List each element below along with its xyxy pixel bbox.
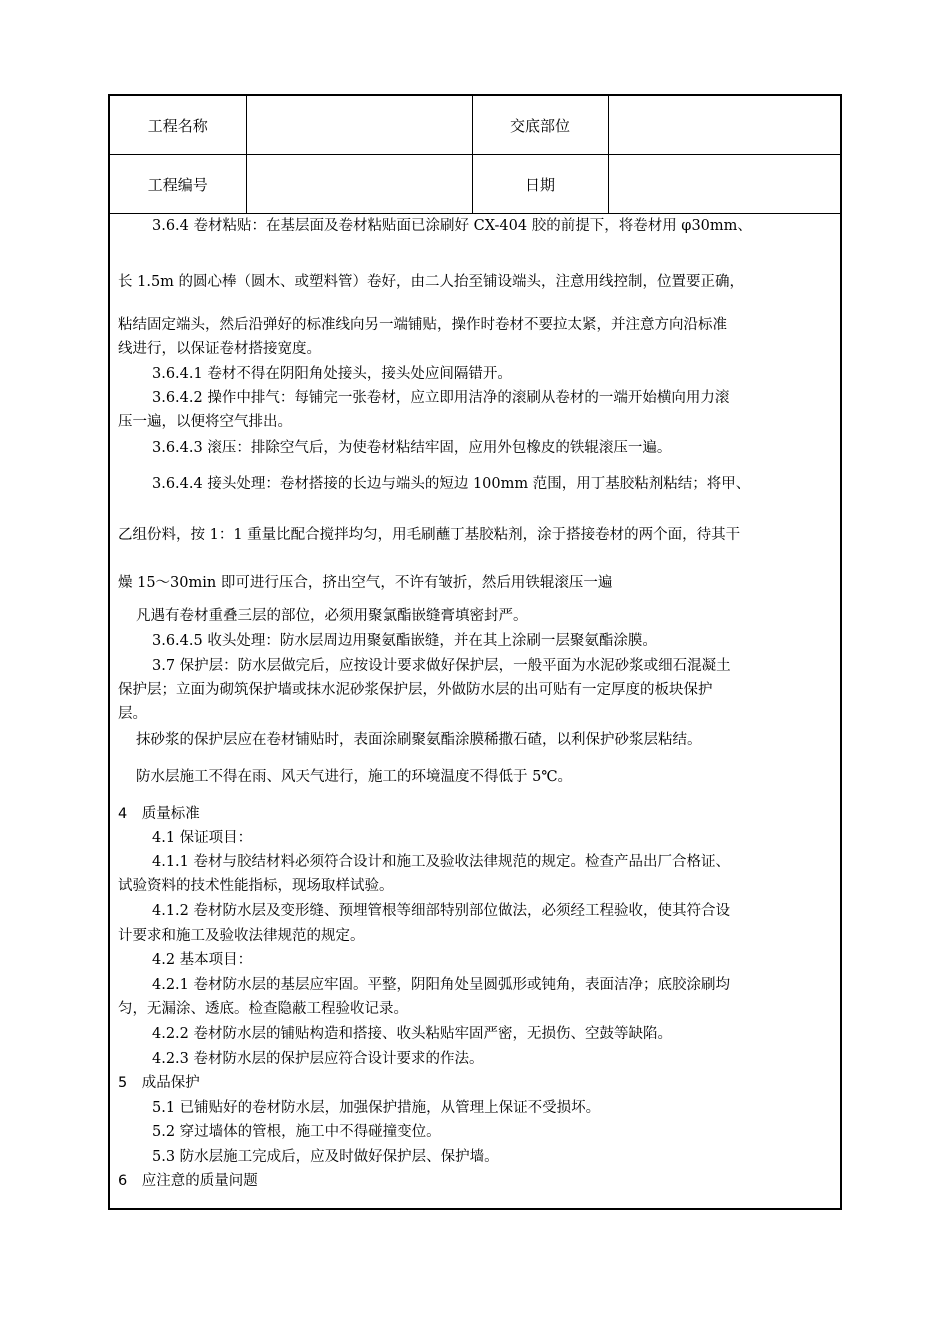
paragraph-line: 3.6.4 卷材粘贴：在基层面及卷材粘贴面已涂刷好 CX-404 胶的前提下，将卷材用 φ30mm、 <box>152 218 752 234</box>
paragraph-line: 3.6.4.4 接头处理：卷材搭接的长边与端头的短边 100mm 范围，用丁基胶粘剂粘结；将甲、 <box>152 476 751 492</box>
paragraph-line: 5.2 穿过墙体的管根，施工中不得碰撞变位。 <box>152 1124 441 1140</box>
paragraph-line: 4.2 基本项目： <box>152 952 253 968</box>
paragraph-line: 3.6.4.3 滚压：排除空气后，为使卷材粘结牢固，应用外包橡皮的铁辊滚压一遍。 <box>152 440 672 456</box>
paragraph-line: 粘结固定端头，然后沿弹好的标准线向另一端铺贴，操作时卷材不要拉太紧，并注意方向沿标准 <box>118 317 727 333</box>
paragraph-line: 燥 15～30min 即可进行压合，挤出空气，不许有皱折，然后用铁辊滚压一遍 <box>118 575 613 591</box>
paragraph-line: 压一遍，以便将空气排出。 <box>118 414 292 430</box>
paragraph-line: 防水层施工不得在雨、风天气进行，施工的环境温度不得低于 5℃。 <box>136 769 573 785</box>
location-label: 交底部位 <box>472 96 608 155</box>
paragraph-line: 凡遇有卷材重叠三层的部位，必须用聚氯酯嵌缝膏填密封严。 <box>136 608 528 624</box>
section-heading: 4 质量标准 <box>118 806 200 822</box>
project-name-label: 工程名称 <box>110 96 246 155</box>
location-value <box>608 96 840 155</box>
paragraph-line: 4.1.1 卷材与胶结材料必须符合设计和施工及验收法律规范的规定。检查产品出厂合格证、 <box>152 854 730 870</box>
date-value <box>608 155 840 214</box>
paragraph-line: 匀，无漏涂、透底。检查隐蔽工程验收记录。 <box>118 1001 408 1017</box>
paragraph-line: 长 1.5m 的圆心棒（圆木、或塑料管）卷好，由二人抬至铺设端头，注意用线控制，位置要正确， <box>118 274 745 290</box>
paragraph-line: 3.6.4.2 操作中排气：每铺完一张卷材，应立即用洁净的滚刷从卷材的一端开始横向用力滚 <box>152 390 730 406</box>
paragraph-line: 4.2.3 卷材防水层的保护层应符合设计要求的作法。 <box>152 1051 484 1067</box>
paragraph-line: 保护层；立面为砌筑保护墙或抹水泥砂浆保护层，外做防水层的出可贴有一定厚度的板块保护 <box>118 682 713 698</box>
paragraph-line: 计要求和施工及验收法律规范的规定。 <box>118 928 365 944</box>
paragraph-line: 3.6.4.1 卷材不得在阴阳角处接头，接头处应间隔错开。 <box>152 366 512 382</box>
paragraph-line: 4.2.1 卷材防水层的基层应牢固。平整，阴阳角处呈圆弧形或钝角，表面洁净；底胶涂刷均 <box>152 977 730 993</box>
paragraph-line: 4.1.2 卷材防水层及变形缝、预埋管根等细部特别部位做法，必须经工程验收，使其符合设 <box>152 903 730 919</box>
project-no-label: 工程编号 <box>110 155 246 214</box>
paragraph-line: 5.1 已铺贴好的卷材防水层，加强保护措施，从管理上保证不受损坏。 <box>152 1100 601 1116</box>
section-heading: 6 应注意的质量问题 <box>118 1173 258 1189</box>
date-label: 日期 <box>472 155 608 214</box>
section-heading: 5 成品保护 <box>118 1075 200 1091</box>
paragraph-line: 抹砂浆的保护层应在卷材铺贴时，表面涂刷聚氨酯涂膜稀撒石碴，以利保护砂浆层粘结。 <box>136 732 702 748</box>
paragraph-line: 线进行，以保证卷材搭接宽度。 <box>118 341 321 357</box>
paragraph-line: 4.2.2 卷材防水层的铺贴构造和搭接、收头粘贴牢固严密，无损伤、空鼓等缺陷。 <box>152 1026 673 1042</box>
paragraph-line: 乙组份料，按 1：1 重量比配合搅拌均匀，用毛刷蘸丁基胶粘剂，涂于搭接卷材的两个面，待其干 <box>118 527 741 543</box>
paragraph-line: 3.7 保护层：防水层做完后，应按设计要求做好保护层，一般平面为水泥砂浆或细石混凝土 <box>152 658 731 674</box>
paragraph-line: 3.6.4.5 收头处理：防水层周边用聚氨酯嵌缝，并在其上涂刷一层聚氨酯涂膜。 <box>152 633 657 649</box>
paragraph-line: 4.1 保证项目： <box>152 830 253 846</box>
header-table <box>110 96 840 214</box>
project-no-value <box>246 155 472 214</box>
document-frame <box>108 94 842 1210</box>
paragraph-line: 试验资料的技术性能指标，现场取样试验。 <box>118 878 394 894</box>
project-name-value <box>246 96 472 155</box>
paragraph-line: 5.3 防水层施工完成后，应及时做好保护层、保护墙。 <box>152 1149 499 1165</box>
paragraph-line: 层。 <box>118 706 147 722</box>
